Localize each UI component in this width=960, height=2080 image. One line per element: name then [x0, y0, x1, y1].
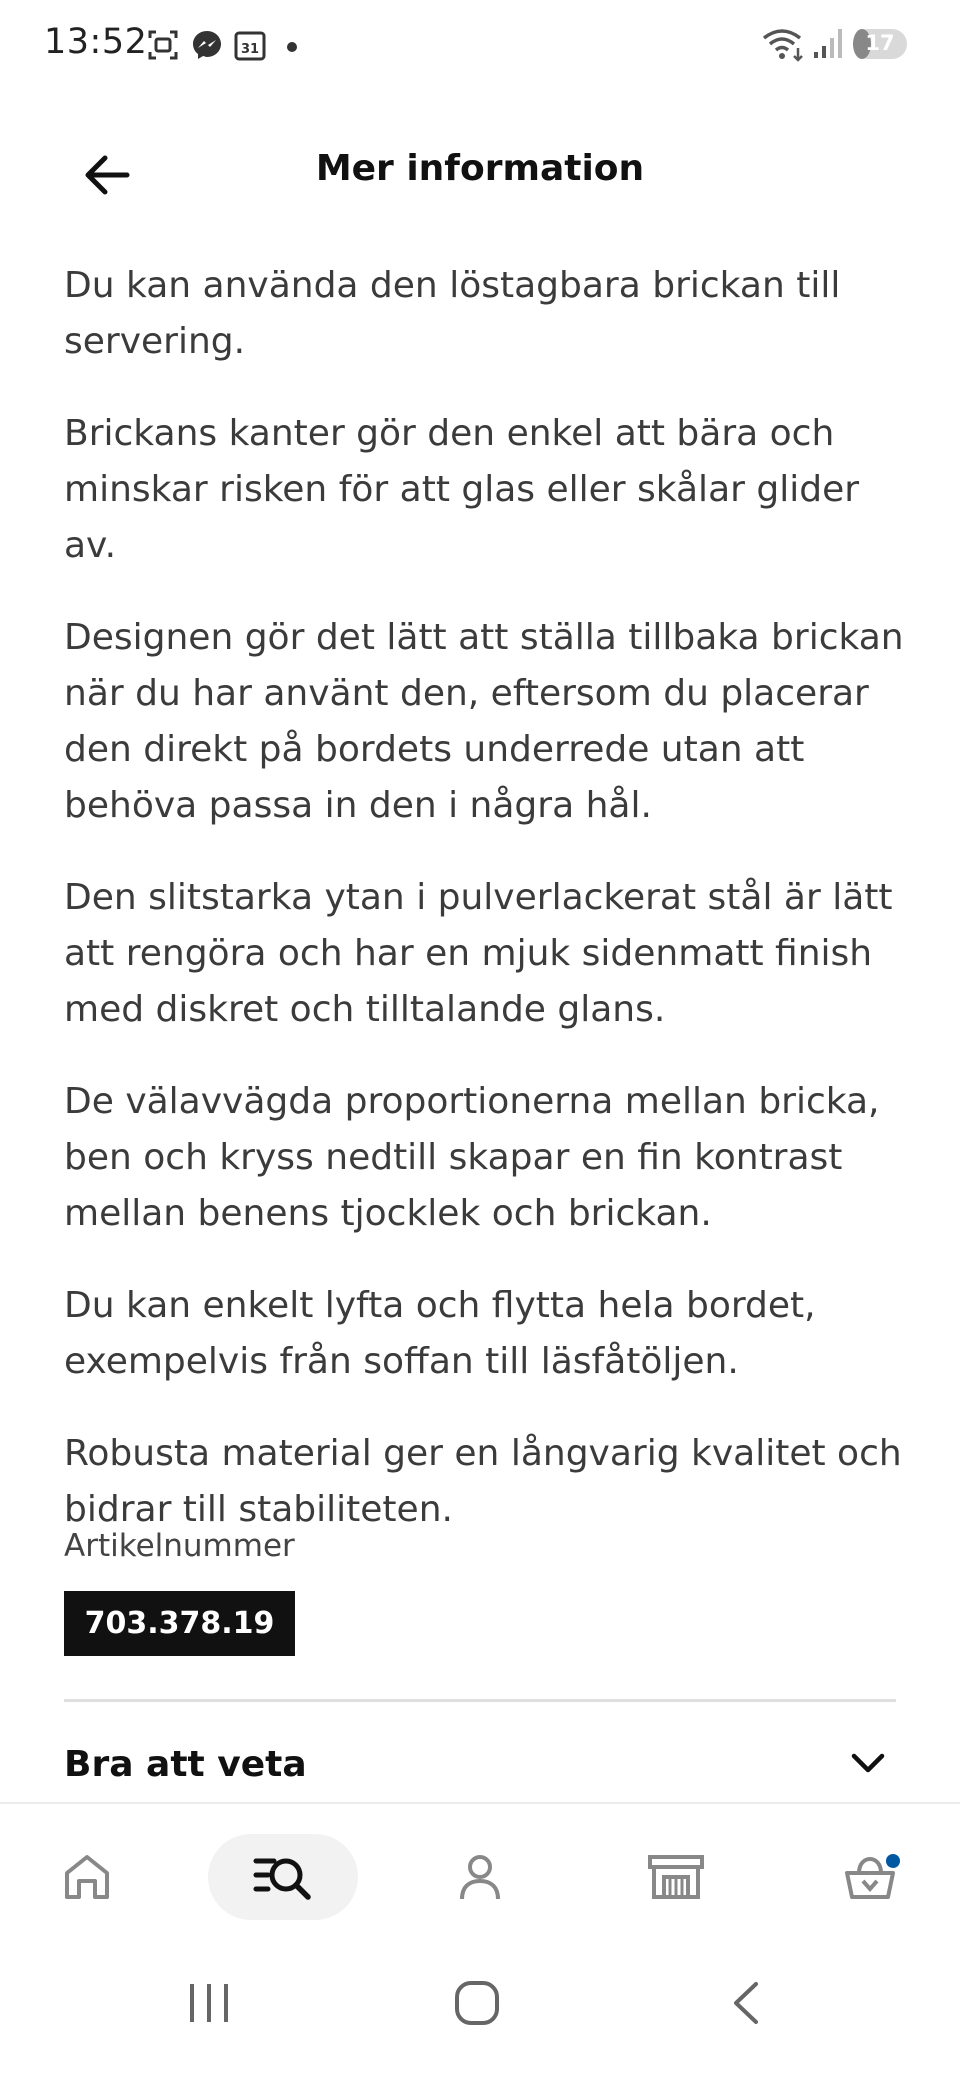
wifi-icon — [760, 26, 806, 66]
recent-apps-icon — [186, 1980, 232, 2026]
description-paragraph: Designen gör det lätt att ställa tillbaka brickan när du har använt den, eftersom du placerar den direkt på bordets underrede utan att behöva passa in den i några hål. — [64, 617, 904, 826]
status-bar — [0, 0, 960, 90]
screenshot-icon — [146, 28, 180, 66]
back-system-button[interactable] — [730, 1980, 762, 2026]
store-icon — [647, 1853, 705, 1901]
battery-icon — [852, 28, 908, 64]
description-paragraph: Robusta material ger en långvarig kvalitet och bidrar till stabiliteten. — [64, 1433, 902, 1530]
header — [0, 130, 960, 218]
dot-icon — [286, 38, 298, 57]
svg-text:31: 31 — [240, 42, 260, 57]
article-number-label: Artikelnummer — [64, 1528, 295, 1564]
page-title: Mer information — [315, 148, 645, 189]
home-system-button[interactable] — [454, 1980, 500, 2026]
recent-apps-button[interactable] — [186, 1980, 232, 2026]
status-time: 13:52 — [44, 22, 148, 62]
article-number-badge: 703.378.19 — [64, 1591, 295, 1656]
home-circle-icon — [454, 1980, 500, 2026]
nav-profile[interactable] — [405, 1834, 555, 1920]
description-paragraph: De välavvägda proportionerna mellan bricka, ben och kryss nedtill skapar en fin kontrast mellan benens tjocklek och brickan. — [64, 1081, 880, 1234]
accordion-title: Bra att veta — [64, 1744, 307, 1785]
battery-level: 17 — [865, 31, 895, 55]
description-paragraph: Du kan enkelt lyfta och flytta hela bordet, exempelvis från soffan till läsfåtöljen. — [64, 1285, 816, 1382]
profile-icon — [456, 1853, 504, 1901]
signal-icon — [812, 26, 846, 64]
description-paragraph: Du kan använda den löstagbara brickan till servering. — [64, 265, 841, 362]
back-chevron-icon — [730, 1980, 762, 2026]
nav-home[interactable] — [12, 1834, 162, 1920]
description-paragraph: Brickans kanter gör den enkel att bära och minskar risken för att glas eller skålar glider av. — [64, 413, 860, 566]
search-browse-icon — [252, 1853, 314, 1901]
system-navigation-bar — [0, 1950, 960, 2080]
divider — [64, 1699, 896, 1702]
basket-icon — [843, 1851, 903, 1903]
good-to-know-accordion[interactable] — [64, 1740, 896, 1800]
description-content — [64, 258, 908, 1574]
nav-basket[interactable] — [798, 1834, 948, 1920]
calendar-icon — [233, 28, 267, 66]
nav-stores[interactable] — [601, 1834, 751, 1920]
description-paragraph: Den slitstarka ytan i pulverlackerat stål är lätt att rengöra och har en mjuk sidenmatt finish med diskret och tilltalande glans. — [64, 877, 893, 1030]
home-icon — [62, 1853, 112, 1901]
chevron-down-icon — [850, 1752, 886, 1780]
messenger-icon — [190, 28, 224, 66]
bottom-navigation — [0, 1802, 960, 1952]
nav-browse-search[interactable] — [208, 1834, 358, 1920]
